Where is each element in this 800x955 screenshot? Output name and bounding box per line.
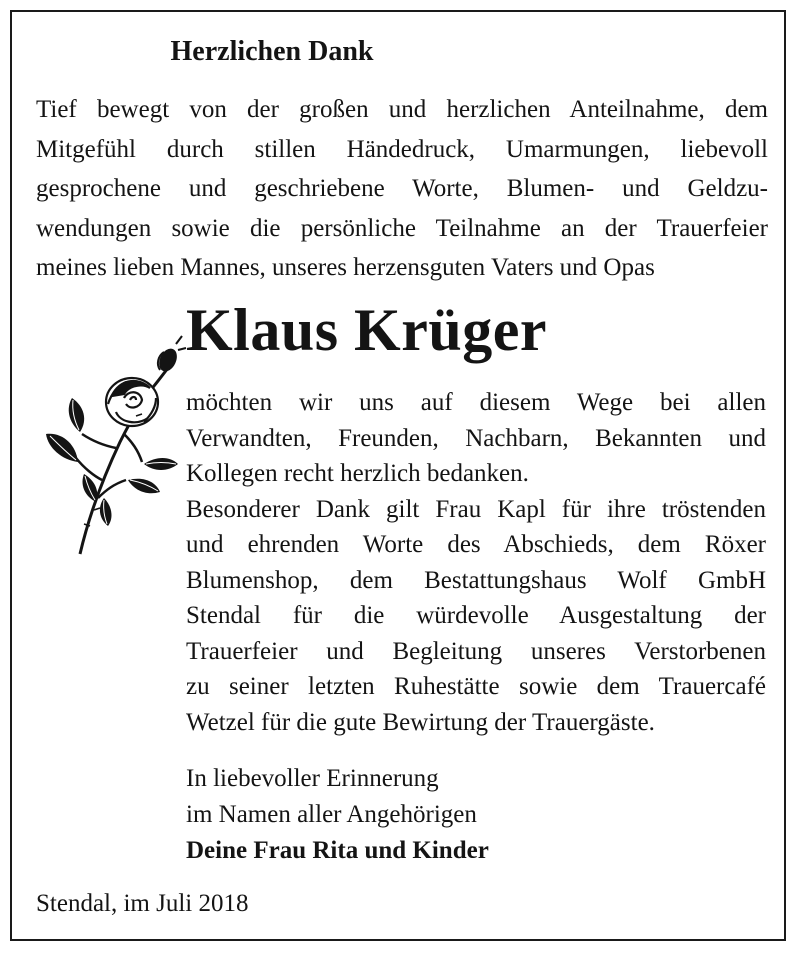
thanks-line: und ehrenden Worte des Abschieds, dem Röxer <box>186 531 766 558</box>
thanks-line: Verwandten, Freunden, Nachbarn, Bekannten und <box>186 424 766 452</box>
intro-line: Tief bewegt von der großen und herzlichen Anteilnahme, dem <box>36 96 768 123</box>
closing-line: im Namen aller Angehörigen <box>186 801 477 828</box>
intro-line: Mitgefühl durch stillen Händedruck, Umarmungen, liebevoll <box>36 135 768 163</box>
thanks-line: Kollegen recht herzlich bedanken. <box>186 460 529 487</box>
thanks-paragraph <box>186 385 766 740</box>
thanks-line: zu seiner letzten Ruhestätte sowie dem Trauercafé <box>186 673 766 700</box>
rose-icon <box>32 330 190 556</box>
thanks-line: Besonderer Dank gilt Frau Kapl für ihre tröstenden <box>186 495 766 523</box>
thanks-line: Wetzel für die gute Bewirtung der Trauergäste. <box>186 708 655 736</box>
intro-line: wendungen sowie die persönliche Teilnahme an der Trauerfeier <box>36 214 768 242</box>
place-date: Stendal, im Juli 2018 <box>36 890 249 917</box>
thanks-line: Trauerfeier und Begleitung unseres Verstorbenen <box>186 637 766 665</box>
thanks-line: möchten wir uns auf diesem Wege bei allen <box>186 389 766 416</box>
closing-line: In liebevoller Erinnerung <box>186 765 439 792</box>
intro-line: gesprochene und geschriebene Worte, Blumen- und Geldzu- <box>36 175 768 202</box>
heading: Herzlichen Dank <box>170 36 374 67</box>
signature: Deine Frau Rita und Kinder <box>186 837 489 864</box>
thanks-line: Stendal für die würdevolle Ausgestaltung der <box>186 602 766 629</box>
thanks-line: Blumenshop, dem Bestattungshaus Wolf GmbH <box>186 566 766 594</box>
obituary-card <box>10 10 786 941</box>
deceased-name: Klaus Krüger <box>186 297 547 363</box>
intro-paragraph <box>36 90 768 288</box>
closing-block <box>186 761 746 869</box>
intro-line: meines lieben Mannes, unseres herzensguten Vaters und Opas <box>36 254 655 281</box>
